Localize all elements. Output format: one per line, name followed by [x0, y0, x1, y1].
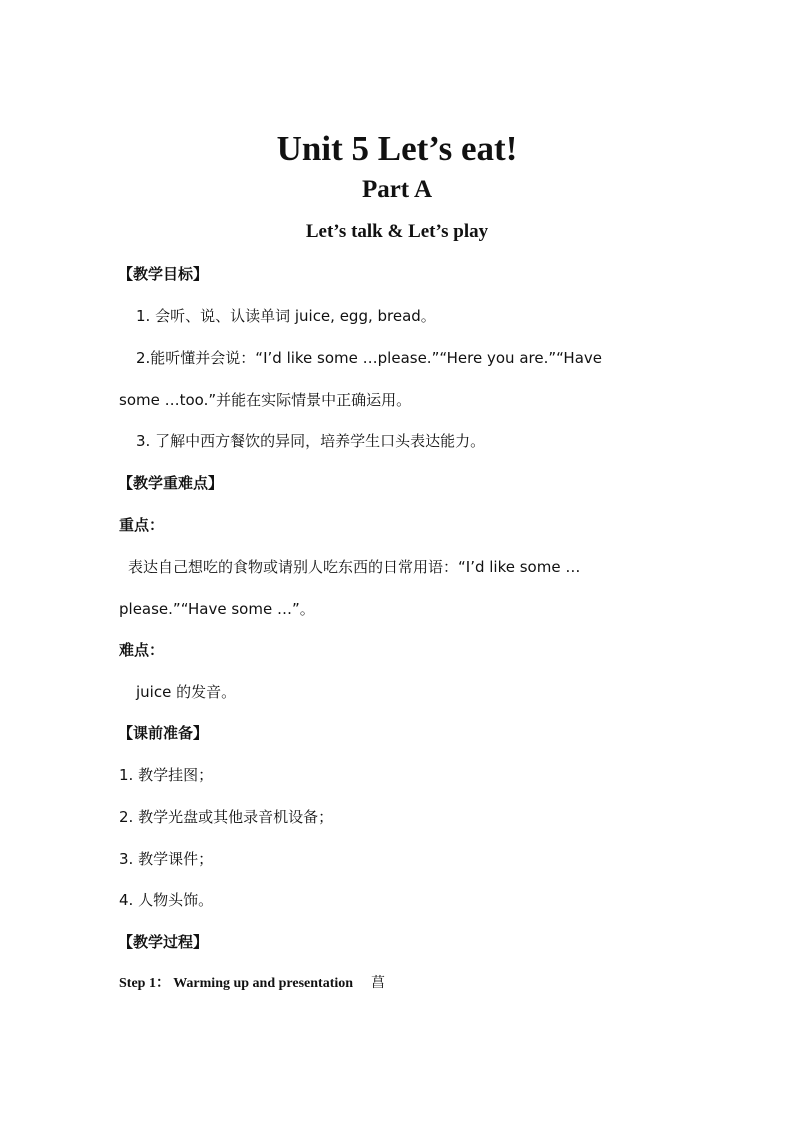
- preparation-item: 3. 教学课件；: [119, 850, 214, 868]
- process-heading: 【教学过程】: [118, 933, 209, 951]
- difficulty-label: 难点：: [119, 641, 165, 659]
- step-1-text: Step 1： Warming up and presentation: [119, 976, 354, 991]
- focus-label: 重点：: [119, 516, 165, 534]
- step-1-heading: [119, 973, 385, 995]
- preparation-item: 4. 人物头饰。: [119, 891, 214, 909]
- stray-character: 菖: [371, 976, 386, 991]
- preparation-item: 1. 教学挂图；: [119, 766, 214, 784]
- objectives-heading: 【教学目标】: [118, 265, 209, 283]
- lesson-subtitle: Let’s talk & Let’s play: [305, 221, 489, 242]
- objective-item: 3. 了解中西方餐饮的异同，培养学生口头表达能力。: [136, 432, 486, 450]
- part-title: Part A: [361, 176, 433, 203]
- difficulty-text: juice 的发音。: [136, 683, 237, 701]
- preparation-heading: 【课前准备】: [118, 724, 209, 742]
- objective-item-continued: some …too.”并能在实际情景中正确运用。: [119, 391, 412, 409]
- preparation-item: 2. 教学光盘或其他录音机设备；: [119, 808, 334, 826]
- key-points-heading: 【教学重难点】: [118, 474, 224, 492]
- unit-title: Unit 5 Let’s eat!: [276, 129, 518, 168]
- focus-line: please.”“Have some …”。: [119, 600, 315, 618]
- objective-item: 1. 会听、说、认读单词 juice, egg, bread。: [136, 307, 436, 325]
- focus-line: 表达自己想吃的食物或请别人吃东西的日常用语：“I’d like some …: [128, 558, 581, 576]
- objective-item: 2.能听懂并会说：“I’d like some …please.”“Here you are.”“Have: [136, 349, 603, 367]
